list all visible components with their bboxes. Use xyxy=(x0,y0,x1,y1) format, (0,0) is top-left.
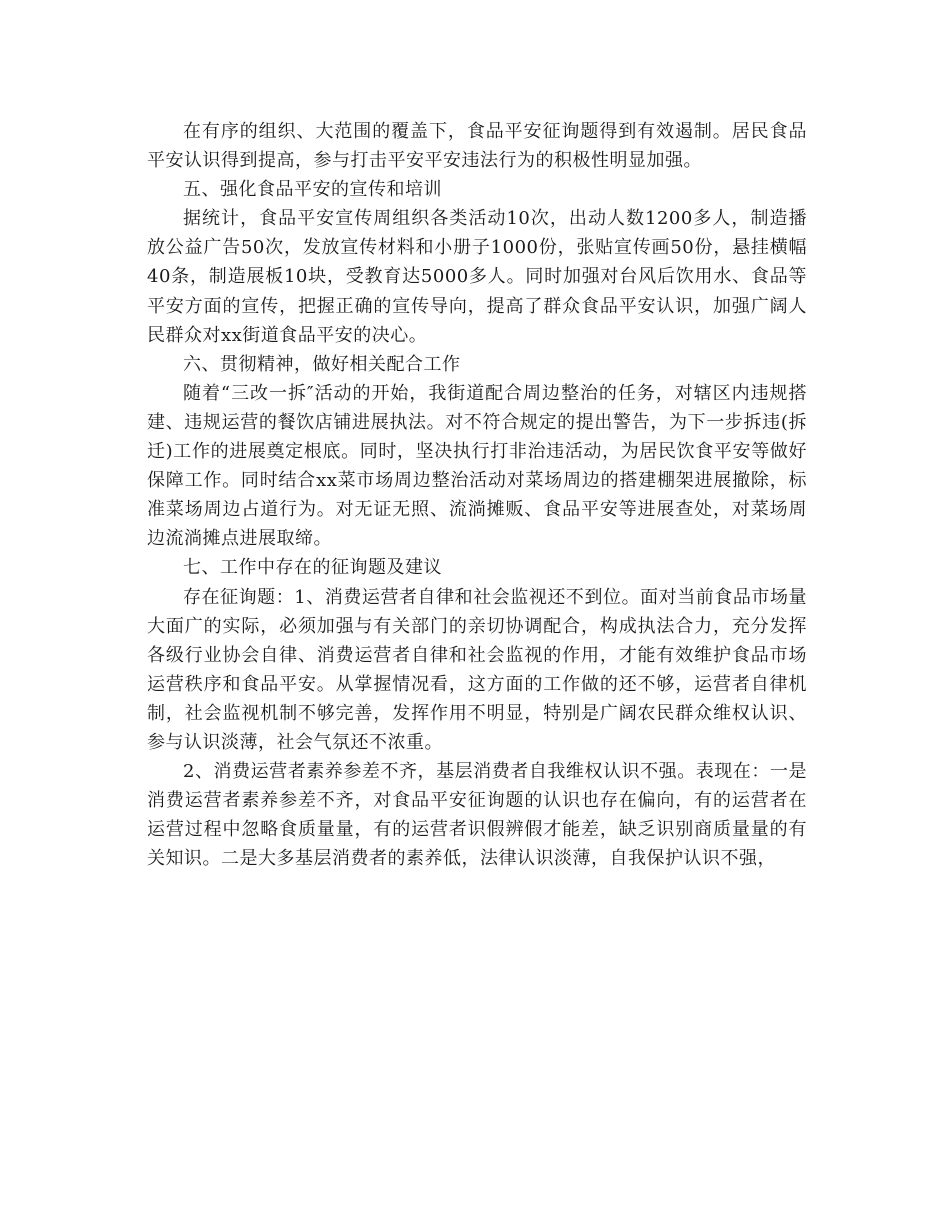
heading-section-5: 五、强化食品平安的宣传和培训 xyxy=(183,179,442,201)
paragraph-coordination-work: 随着“三改一拆″活动的开始，我街道配合周边整治的任务，对辖区内违规搭建、违规运营的餐饮店铺进展执法。对不符合规定的提出警告，为下一步拆违(拆迁)工作的进展奠定根底。同时，坚决执行打非治违活动，为居民饮食平安等做好保障工作。同时结合xx菜市场周边整治活动对菜场周边的搭建棚架进展撤除，标准菜场周边占道行为。对无证无照、流淌摊贩、食品平安等进展查处，对菜场周边流淌摊点进展取缔。 xyxy=(147,382,807,550)
heading-section-6: 六、贯彻精神，做好相关配合工作 xyxy=(183,353,461,375)
paragraph-problem-1: 存在征询题：1、消费运营者自律和社会监视还不到位。面对当前食品市场量大面广的实际，必须加强与有关部门的亲切协调配合，构成执法合力，充分发挥各级行业协会自律、消费运营者自律和社会监视的作用，才能有效维护食品市场运营秩序和食品平安。从掌握情况看，这方面的工作做的还不够，运营者自律机制，社会监视机制不够完善，发挥作用不明显，特别是广阔农民群众维权认识、参与认识淡薄，社会气氛还不浓重。 xyxy=(147,586,807,753)
paragraph-food-safety-summary: 在有序的组织、大范围的覆盖下，食品平安征询题得到有效遏制。居民食品平安认识得到提高，参与打击平安平安违法行为的积极性明显加强。 xyxy=(147,121,807,172)
heading-section-7: 七、工作中存在的征询题及建议 xyxy=(183,557,442,579)
paragraph-problem-2: 2、消费运营者素养参差不齐，基层消费者自我维权认识不强。表现在：一是消费运营者素养参差不齐，对食品平安征询题的认识也存在偏向，有的运营者在运营过程中忽略食质量量，有的运营者识假辨假才能差，缺乏识别商质量量的有关知识。二是大多基层消费者的素养低，法律认识淡薄，自我保护认识不强， xyxy=(147,761,807,870)
document-body xyxy=(147,117,807,873)
paragraph-publicity-statistics: 据统计，食品平安宣传周组织各类活动10次，出动人数1200多人，制造播放公益广告50次，发放宣传材料和小册子1000份，张贴宣传画50份，悬挂横幅40条，制造展板10块，受教育达5000多人。同时加强对台风后饮用水、食品等平安方面的宣传，把握正确的宣传导向，提高了群众食品平安认识，加强广阔人民群众对xx街道食品平安的决心。 xyxy=(147,208,807,346)
